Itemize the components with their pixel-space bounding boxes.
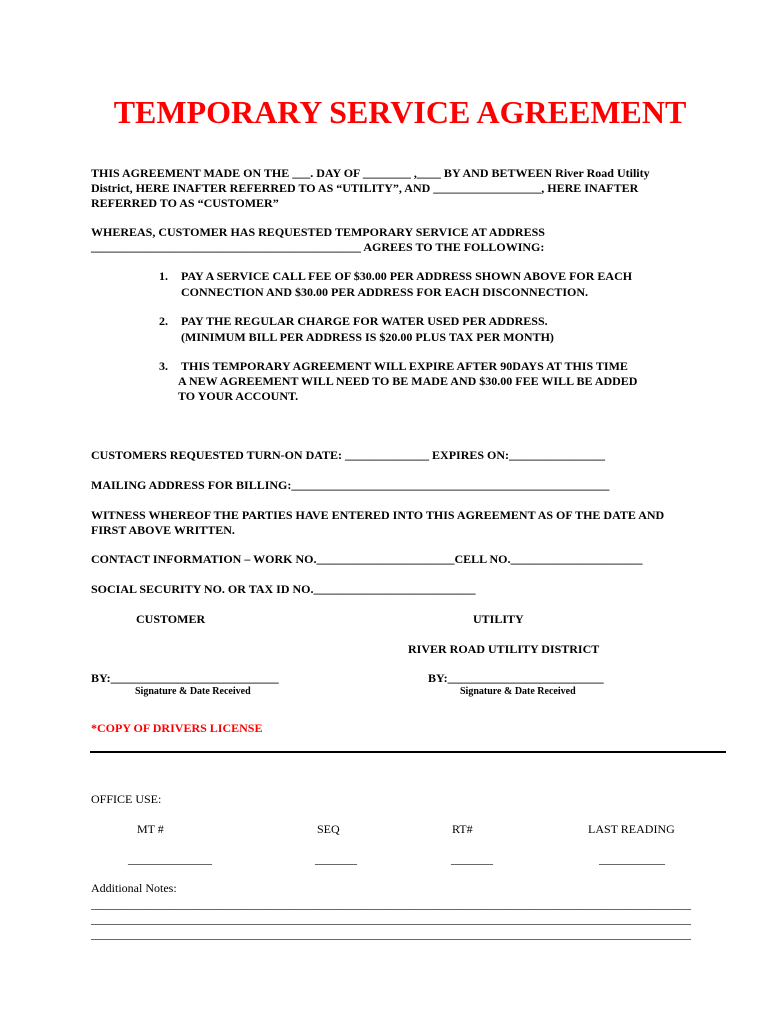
witness-line-1: WITNESS WHEREOF THE PARTIES HAVE ENTERED INTO THIS AGREEMENT AS OF THE DATE AND — [91, 508, 665, 522]
turn-on-date-field: CUSTOMERS REQUESTED TURN-ON DATE: ______________ EXPIRES ON:________________ — [91, 448, 606, 462]
intro-line-2: District, HERE INAFTER REFERRED TO AS “UTILITY”, AND __________________, HERE INAFTER — [91, 181, 639, 195]
copy-drivers-license-note: *COPY OF DRIVERS LICENSE — [91, 721, 263, 735]
term-3-number: 3. — [159, 359, 168, 373]
notes-line-1: ____________________________________________________________________________________________________ — [91, 897, 691, 911]
notes-line-3: ____________________________________________________________________________________________________ — [91, 927, 691, 941]
customer-signature-note: Signature & Date Received — [135, 686, 251, 697]
term-2-number: 2. — [159, 314, 168, 328]
office-blank-mt: ______________ — [128, 852, 212, 866]
whereas-line-2: _____________________________________________ AGREES TO THE FOLLOWING: — [91, 240, 545, 254]
office-blank-rt: _______ — [451, 852, 493, 866]
office-column-seq: SEQ — [317, 822, 340, 836]
office-blank-last-reading: ___________ — [599, 852, 665, 866]
office-use-label: OFFICE USE: — [91, 792, 162, 806]
utility-name: RIVER ROAD UTILITY DISTRICT — [408, 642, 600, 656]
utility-signature-line: BY:__________________________ — [428, 671, 604, 685]
term-2-line-1: PAY THE REGULAR CHARGE FOR WATER USED PER ADDRESS. — [181, 314, 548, 328]
mailing-address-field: MAILING ADDRESS FOR BILLING:_____________________________________________________ — [91, 478, 610, 492]
office-column-mt: MT # — [137, 822, 164, 836]
section-divider — [90, 751, 726, 753]
whereas-line-1: WHEREAS, CUSTOMER HAS REQUESTED TEMPORARY SERVICE AT ADDRESS — [91, 225, 545, 239]
term-1-line-1: PAY A SERVICE CALL FEE OF $30.00 PER ADDRESS SHOWN ABOVE FOR EACH — [181, 269, 633, 283]
office-column-last-reading: LAST READING — [588, 822, 675, 836]
term-2-line-2: (MINIMUM BILL PER ADDRESS IS $20.00 PLUS TAX PER MONTH) — [181, 330, 554, 344]
term-3-line-2: A NEW AGREEMENT WILL NEED TO BE MADE AND $30.00 FEE WILL BE ADDED — [178, 374, 638, 388]
intro-line-1: THIS AGREEMENT MADE ON THE ___. DAY OF ________ ,____ BY AND BETWEEN River Road Utility — [91, 166, 650, 180]
office-column-rt: RT# — [452, 822, 473, 836]
ssn-tax-id-field: SOCIAL SECURITY NO. OR TAX ID NO.___________________________ — [91, 582, 476, 596]
term-3-line-3: TO YOUR ACCOUNT. — [178, 389, 299, 403]
additional-notes-label: Additional Notes: — [91, 881, 177, 895]
customer-signature-line: BY:____________________________ — [91, 671, 279, 685]
contact-info-field: CONTACT INFORMATION – WORK NO._______________________CELL NO.______________________ — [91, 552, 643, 566]
term-3-line-1: THIS TEMPORARY AGREEMENT WILL EXPIRE AFTER 90DAYS AT THIS TIME — [181, 359, 628, 373]
term-1-line-2: CONNECTION AND $30.00 PER ADDRESS FOR EACH DISCONNECTION. — [181, 285, 589, 299]
witness-line-2: FIRST ABOVE WRITTEN. — [91, 523, 235, 537]
utility-signature-note: Signature & Date Received — [460, 686, 576, 697]
intro-line-3: REFERRED TO AS “CUSTOMER” — [91, 196, 279, 210]
term-1-number: 1. — [159, 269, 168, 283]
utility-label: UTILITY — [473, 612, 524, 626]
office-blank-seq: _______ — [315, 852, 357, 866]
document-title: TEMPORARY SERVICE AGREEMENT — [113, 94, 687, 130]
customer-label: CUSTOMER — [136, 612, 206, 626]
notes-line-2: ____________________________________________________________________________________________________ — [91, 912, 691, 926]
